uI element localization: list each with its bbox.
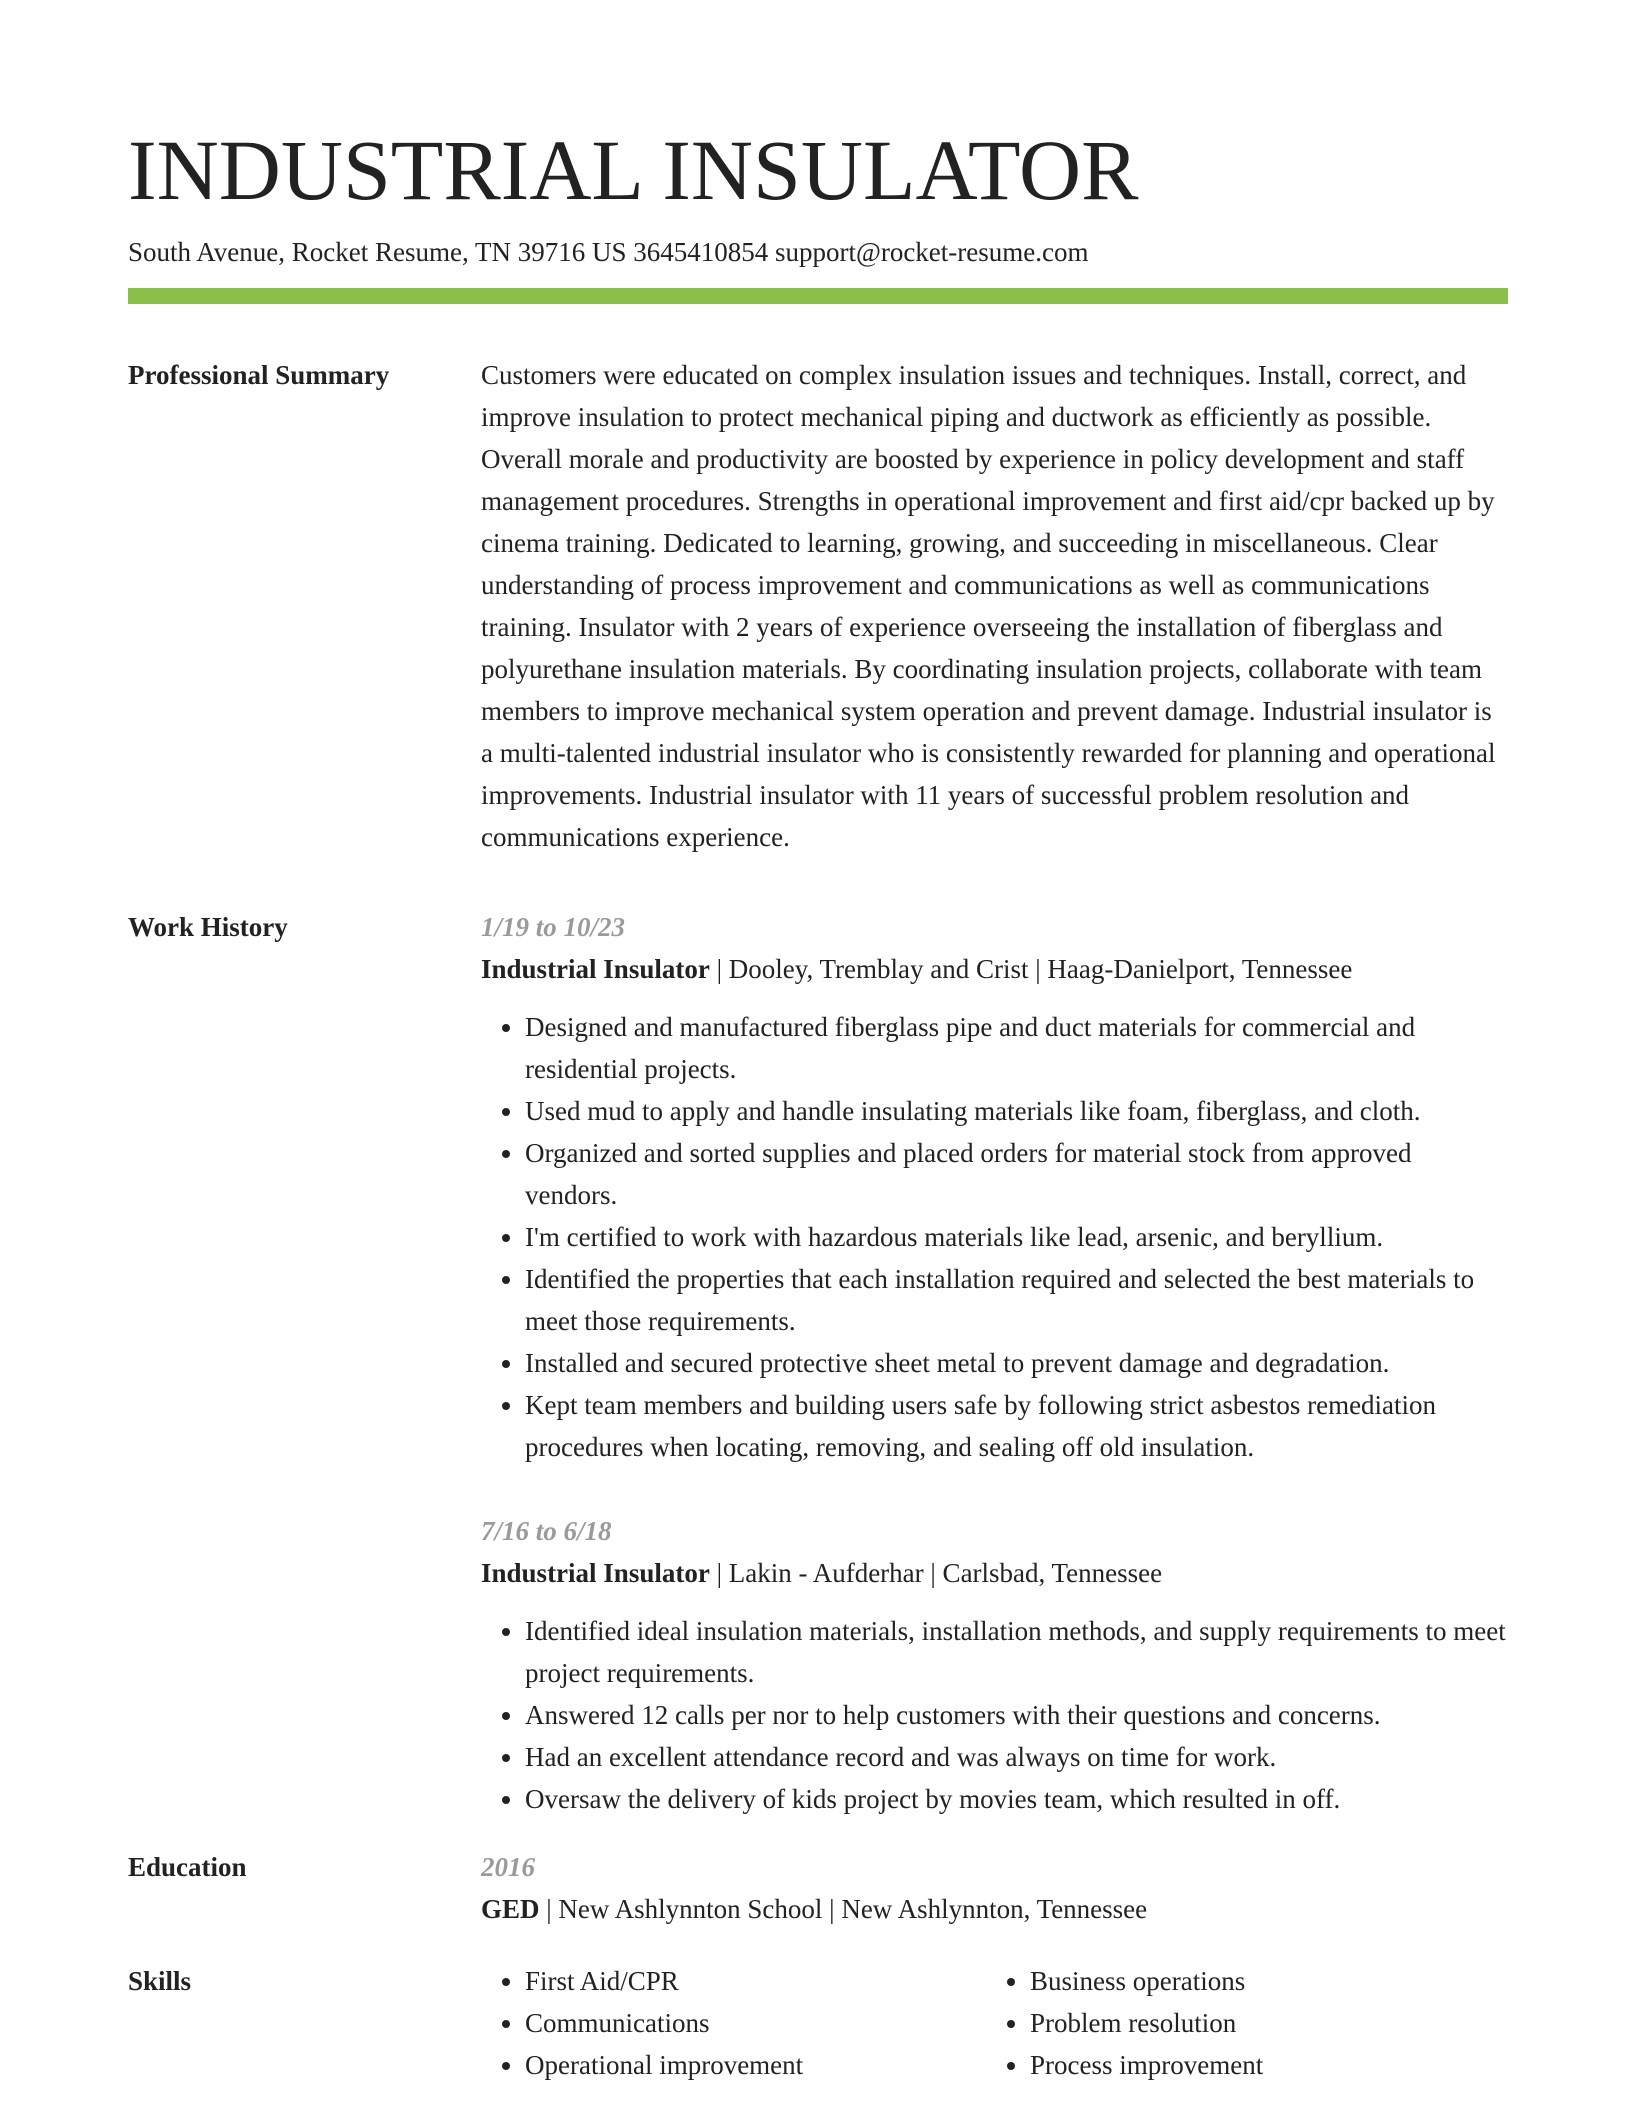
- skill-item: • Operational improvement: [525, 2044, 986, 2086]
- job-title: Industrial Insulator: [481, 954, 710, 984]
- job-duty: • Identified ideal insulation materials, installation methods, and supply requirements to meet project requirements.: [525, 1610, 1508, 1694]
- job-employer-location: | Dooley, Tremblay and Crist | Haag-Danielport, Tennessee: [709, 954, 1353, 984]
- job-duty: • Installed and secured protective sheet metal to prevent damage and degradation.: [525, 1342, 1508, 1384]
- job-duties-list: [481, 1006, 1508, 1468]
- skill-item: • Process improvement: [1030, 2044, 1491, 2086]
- job-duty: • Had an excellent attendance record and was always on time for work.: [525, 1736, 1508, 1778]
- work-history-heading: Work History: [128, 912, 288, 942]
- degree-name: GED: [481, 1894, 540, 1924]
- contact-line: South Avenue, Rocket Resume, TN 39716 US 3645410854 support@rocket-resume.com: [128, 237, 1089, 267]
- resume-page: [128, 118, 1508, 2086]
- job-duty: • I'm certified to work with hazardous materials like lead, arsenic, and beryllium.: [525, 1216, 1508, 1258]
- job-duties-list: [481, 1610, 1508, 1820]
- summary-text: Customers were educated on complex insulation issues and techniques. Install, correct, and improve insulation to protect mechanical piping and ductwork as efficiently as possible. Overall morale and productivity are boosted by experience in policy development and staff management procedures. Strengths in operational improvement and first aid/cpr backed up by cinema training. Dedicated to learning, growing, and succeeding in miscellaneous. Clear understanding of process improvement and communications as well as communications training. Insulator with 2 years of experience overseeing the installation of fiberglass and polyurethane insulation materials. By coordinating insulation projects, collaborate with team members to improve mechanical system operation and prevent damage. Industrial insulator is a multi-talented industrial insulator who is consistently rewarded for planning and operational improvements. Industrial insulator with 11 years of successful problem resolution and communications experience.: [481, 360, 1496, 852]
- job-entry: [481, 1510, 1508, 1820]
- school-location: | New Ashlynnton School | New Ashlynnton, Tennessee: [539, 1894, 1148, 1924]
- job-duty: • Answered 12 calls per nor to help customers with their questions and concerns.: [525, 1694, 1508, 1736]
- job-dates: 7/16 to 6/18: [481, 1516, 612, 1546]
- job-header: [481, 948, 1508, 990]
- skills-heading: Skills: [128, 1966, 192, 1996]
- job-duty: • Kept team members and building users safe by following strict asbestos remediation procedures when locating, removing, and sealing off old insulation.: [525, 1384, 1508, 1468]
- skills-list-left: [481, 1960, 986, 2086]
- skills-list-right: [986, 1960, 1491, 2086]
- job-employer-location: | Lakin - Aufderhar | Carlsbad, Tennessee: [709, 1558, 1163, 1588]
- education-entry: [481, 1888, 1508, 1930]
- summary-section: [128, 354, 1508, 858]
- skills-section: [128, 1960, 1508, 2086]
- summary-heading: Professional Summary: [128, 360, 390, 390]
- education-heading: Education: [128, 1852, 247, 1882]
- job-duty: • Used mud to apply and handle insulating materials like foam, fiberglass, and cloth.: [525, 1090, 1508, 1132]
- skill-item: • First Aid/CPR: [525, 1960, 986, 2002]
- job-dates: 1/19 to 10/23: [481, 912, 626, 942]
- job-duty: • Oversaw the delivery of kids project by movies team, which resulted in off.: [525, 1778, 1508, 1820]
- work-history-section: [128, 906, 1508, 1820]
- education-year: 2016: [481, 1852, 535, 1882]
- skill-item: • Communications: [525, 2002, 986, 2044]
- job-entry: [481, 906, 1508, 1468]
- accent-divider: [128, 288, 1508, 304]
- resume-name: INDUSTRIAL INSULATOR: [128, 122, 1139, 218]
- job-title: Industrial Insulator: [481, 1558, 710, 1588]
- job-duty: • Identified the properties that each installation required and selected the best materials to meet those requirements.: [525, 1258, 1508, 1342]
- job-duty: • Organized and sorted supplies and placed orders for material stock from approved vendors.: [525, 1132, 1508, 1216]
- skill-item: • Business operations: [1030, 1960, 1491, 2002]
- job-duty: • Designed and manufactured fiberglass pipe and duct materials for commercial and residential projects.: [525, 1006, 1508, 1090]
- skill-item: • Problem resolution: [1030, 2002, 1491, 2044]
- education-section: [128, 1846, 1508, 1930]
- job-header: [481, 1552, 1508, 1594]
- skills-columns: [481, 1960, 1508, 2086]
